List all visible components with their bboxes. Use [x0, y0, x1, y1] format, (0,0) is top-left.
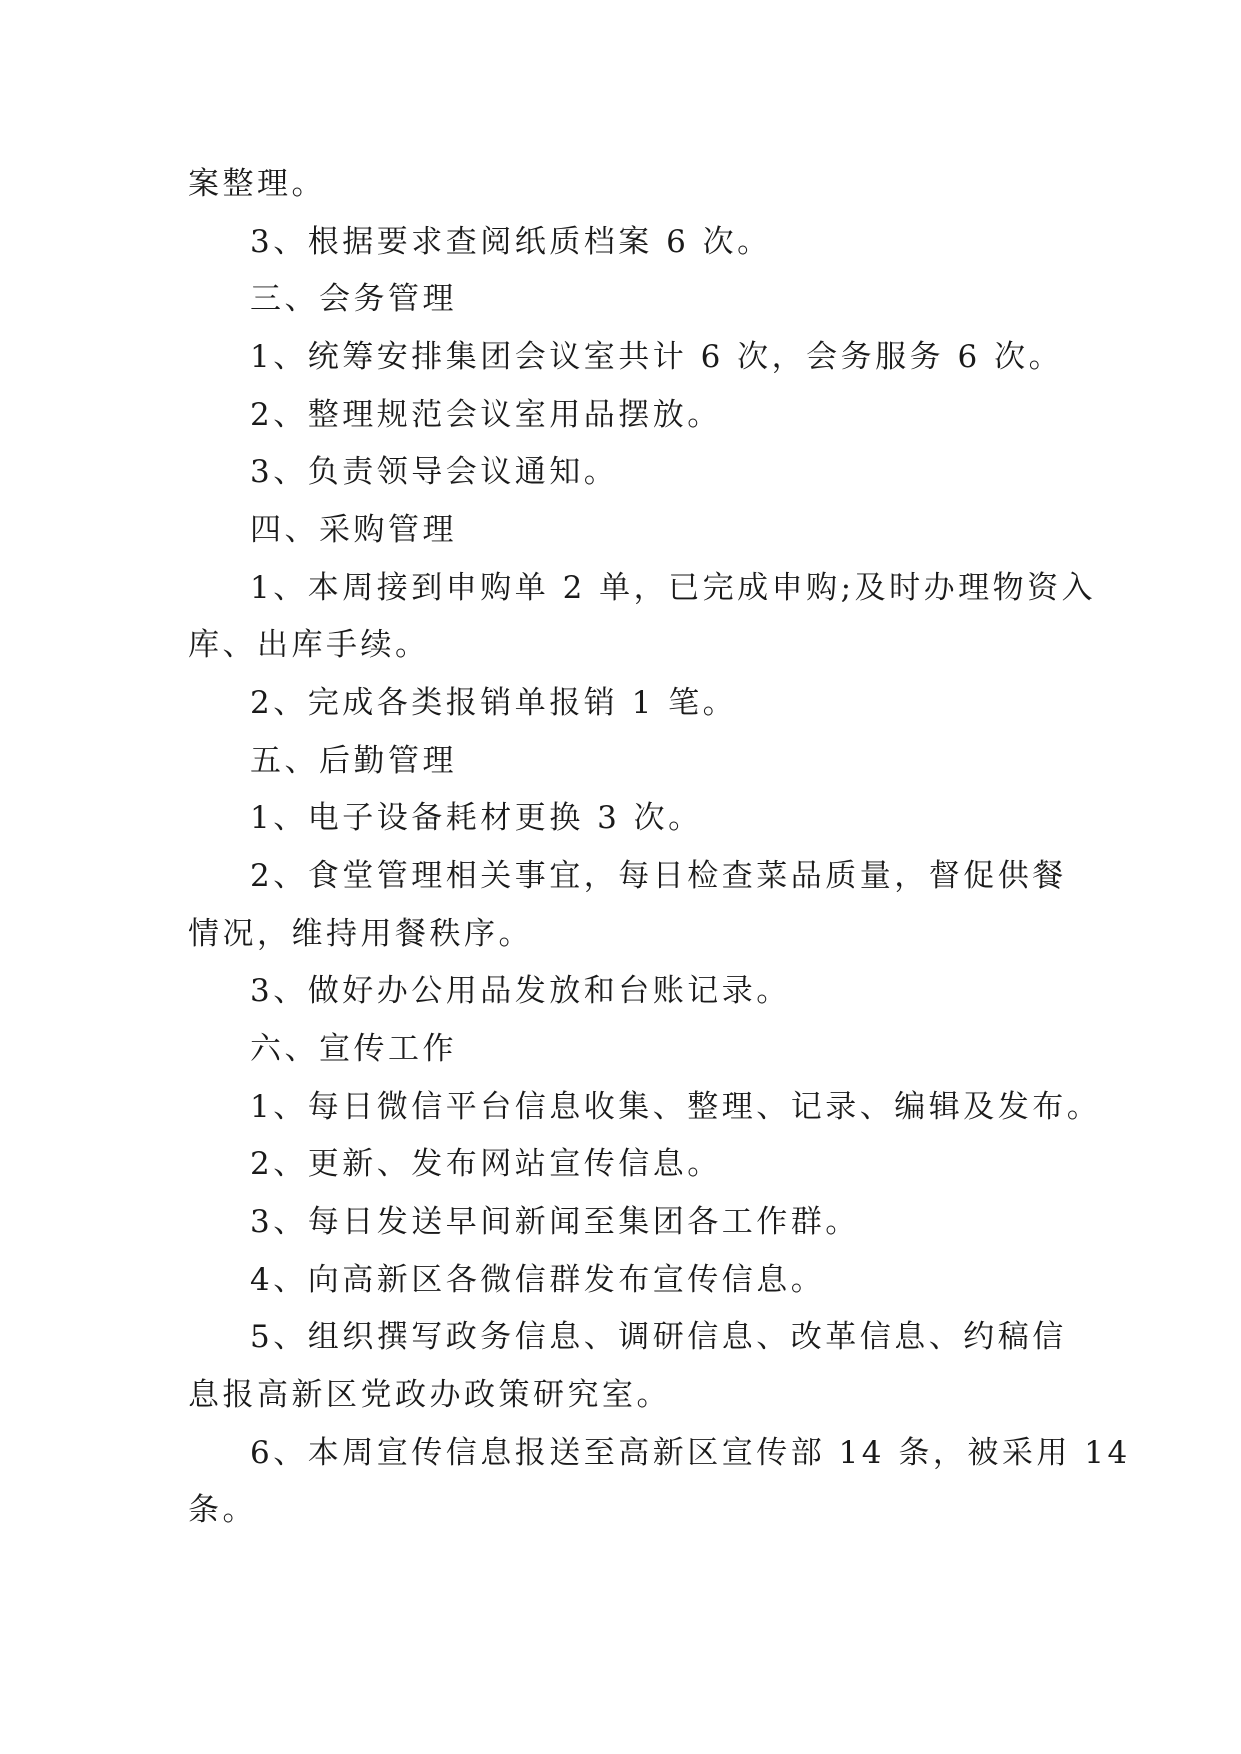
list-item: 2、更新、发布网站宣传信息。 — [250, 1146, 722, 1182]
list-item: 3、每日发送早间新闻至集团各工作群。 — [250, 1204, 860, 1240]
text-line-continuation: 情况，维持用餐秩序。 — [188, 916, 533, 952]
section-heading: 五、后勤管理 — [250, 743, 457, 779]
list-item: 6、本周宣传信息报送至高新区宣传部 14 条，被采用 14 — [250, 1435, 1131, 1471]
list-item: 3、负责领导会议通知。 — [250, 454, 619, 490]
list-item: 1、每日微信平台信息收集、整理、记录、编辑及发布。 — [250, 1089, 1102, 1125]
text-line-continuation: 案整理。 — [188, 166, 326, 202]
list-item: 2、完成各类报销单报销 1 笔。 — [250, 685, 738, 721]
text-line-continuation: 息报高新区党政办政策研究室。 — [188, 1377, 671, 1413]
section-heading: 三、会务管理 — [250, 281, 457, 317]
text-line-continuation: 库、出库手续。 — [188, 627, 430, 663]
text-line-continuation: 条。 — [188, 1492, 257, 1528]
list-item: 3、根据要求查阅纸质档案 6 次。 — [250, 224, 772, 260]
list-item: 1、统筹安排集团会议室共计 6 次，会务服务 6 次。 — [250, 339, 1064, 375]
list-item: 1、电子设备耗材更换 3 次。 — [250, 800, 703, 836]
section-heading: 六、宣传工作 — [250, 1031, 457, 1067]
section-heading: 四、采购管理 — [250, 512, 457, 548]
list-item: 3、做好办公用品发放和台账记录。 — [250, 973, 791, 1009]
list-item: 2、整理规范会议室用品摆放。 — [250, 397, 722, 433]
list-item: 5、组织撰写政务信息、调研信息、改革信息、约稿信 — [250, 1319, 1067, 1355]
list-item: 1、本周接到申购单 2 单，已完成申购;及时办理物资入 — [250, 570, 1097, 606]
list-item: 2、食堂管理相关事宜，每日检查菜品质量，督促供餐 — [250, 858, 1067, 894]
list-item: 4、向高新区各微信群发布宣传信息。 — [250, 1262, 826, 1298]
